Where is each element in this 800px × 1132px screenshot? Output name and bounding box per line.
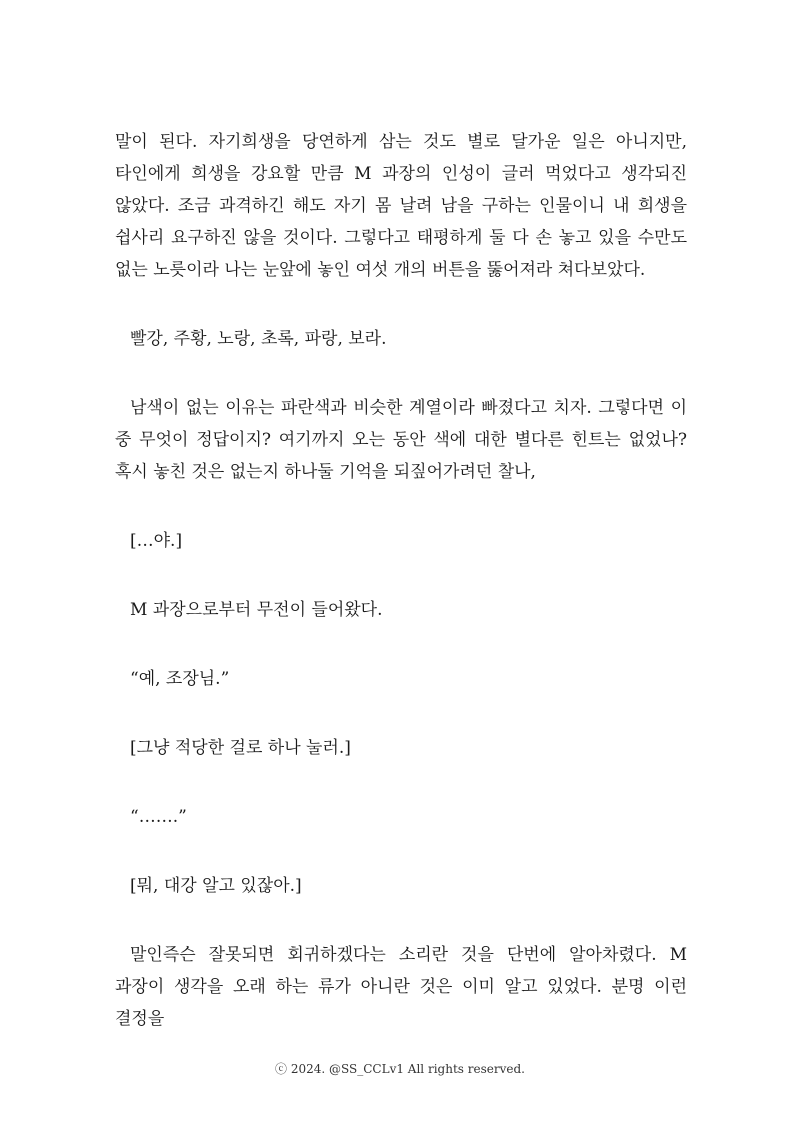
dialogue-line: “예, 조장님.” [130, 669, 230, 689]
paragraph: 말인즉슨 잘못되면 회귀하겠다는 소리란 것을 단번에 알아차렸다. M 과장이 생각을 오래 하는 류가 아니란 것은 이미 알고 있었다. 분명 이런 결정을 [115, 945, 687, 1029]
dialogue-line: “…….” [130, 807, 187, 827]
copyright-footer: ⓒ 2024. @SS_CCLv1 All rights reserved. [275, 1062, 525, 1076]
paragraph: 빨강, 주황, 노랑, 초록, 파랑, 보라. [130, 329, 387, 349]
paragraph: 남색이 없는 이유는 파란색과 비슷한 계열이라 빠졌다고 치자. 그렇다면 이 중 무엇이 정답이지? 여기까지 오는 동안 색에 대한 별다른 힌트는 없었나? 혹시 놓친 것은 없는지 하나둘 기억을 되짚어가려던 찰나, [115, 398, 687, 482]
paragraph: M 과장으로부터 무전이 들어왔다. [130, 600, 383, 620]
body-text [115, 126, 687, 1072]
dialogue-line: [그냥 적당한 걸로 하나 눌러.] [130, 738, 351, 758]
dialogue-line: […야.] [130, 531, 183, 551]
paragraph: 말이 된다. 자기희생을 당연하게 삼는 것도 별로 달가운 일은 아니지만, 타인에게 희생을 강요할 만큼 M 과장의 인성이 글러 먹었다고 생각되진 않았다. 조금 과격하긴 해도 자기 몸 날려 남을 구하는 인물이니 내 희생을 쉽사리 요구하진 않을 것이다. 그렇다고 태평하게 둘 다 손 놓고 있을 수만도 없는 노릇이라 나는 눈앞에 놓인 여섯 개의 버튼을 뚫어져라 쳐다보았다. [115, 132, 687, 280]
dialogue-line: [뭐, 대강 알고 있잖아.] [130, 876, 302, 896]
